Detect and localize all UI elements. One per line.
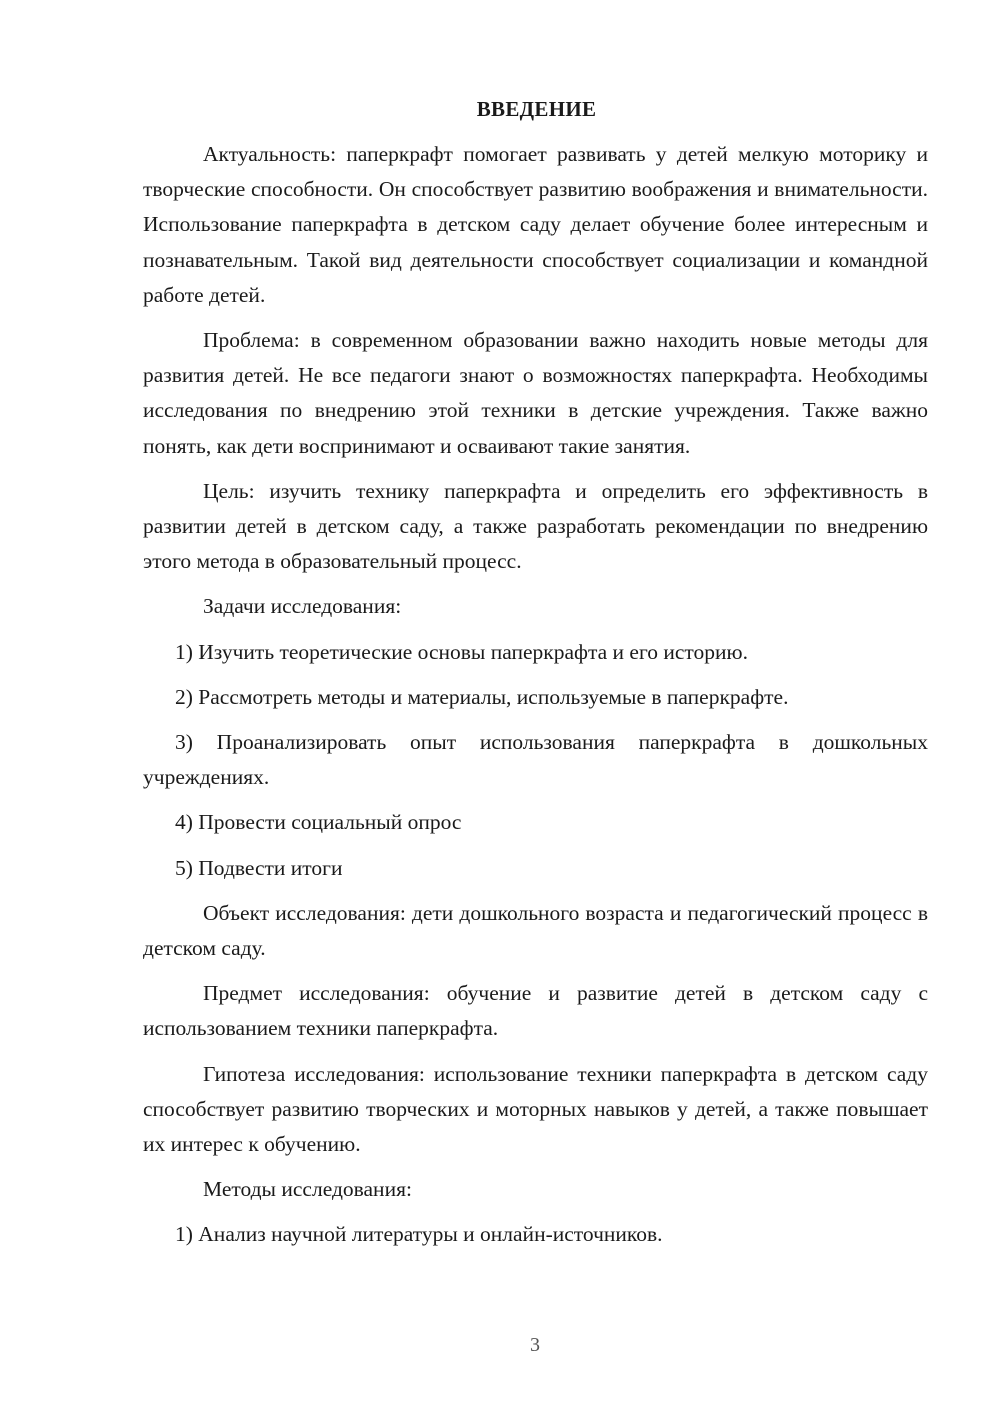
page-number: 3 <box>530 1334 540 1356</box>
relevance-paragraph: Актуальность: паперкрафт помогает развивать у детей мелкую моторику и творческие способности. Он способствует развитию воображения и внимательности. Использование паперкрафта в детском саду делает обучение более интересным и познавательным. Такой вид деятельности способствует социализации и командной работе детей. <box>143 142 928 307</box>
hypothesis-paragraph: Гипотеза исследования: использование техники паперкрафта в детском саду способствует развитию творческих и моторных навыков у детей, а также повышает их интерес к обучению. <box>143 1061 928 1157</box>
method-item-1: 1) Анализ научной литературы и онлайн-источников. <box>175 1222 663 1247</box>
task-item-3: 3) Проанализировать опыт использования паперкрафта в дошкольных учреждениях. <box>143 730 928 790</box>
task-item-2: 2) Рассмотреть методы и материалы, используемые в паперкрафте. <box>175 684 789 709</box>
task-item-5: 5) Подвести итоги <box>175 855 343 880</box>
methods-title: Методы исследования: <box>203 1177 412 1202</box>
object-paragraph: Объект исследования: дети дошкольного возраста и педагогический процесс в детском саду. <box>143 900 928 961</box>
problem-paragraph: Проблема: в современном образовании важно находить новые методы для развития детей. Не все педагоги знают о возможностях паперкрафта. Необходимы исследования по внедрению этой техники в детские учреждения. Также важно понять, как дети воспринимают и осваивают такие занятия. <box>143 328 928 458</box>
subject-paragraph: Предмет исследования: обучение и развитие детей в детском саду с использованием техники паперкрафта. <box>143 981 928 1041</box>
page-title: ВВЕДЕНИЕ <box>476 97 597 121</box>
tasks-title: Задачи исследования: <box>203 594 402 619</box>
task-item-4: 4) Провести социальный опрос <box>175 810 462 835</box>
task-item-1: 1) Изучить теоретические основы паперкрафта и его историю. <box>175 639 748 664</box>
document-page <box>143 93 928 1253</box>
goal-paragraph: Цель: изучить технику паперкрафта и определить его эффективность в развитии детей в детском саду, а также разработать рекомендации по внедрению этого метода в образовательный процесс. <box>143 478 928 574</box>
